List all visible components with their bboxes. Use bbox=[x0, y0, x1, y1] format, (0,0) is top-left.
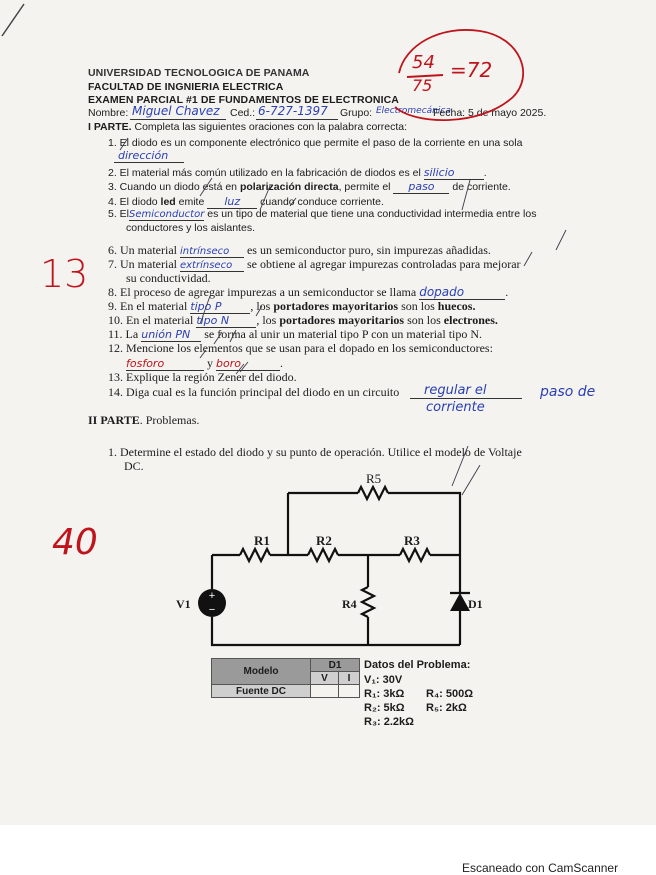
q7-text-a: 7. Un material bbox=[108, 257, 177, 271]
q4-text-c: emite bbox=[178, 196, 205, 208]
group-value: Electromecánica bbox=[376, 106, 451, 116]
q9-answer: tipo P bbox=[190, 300, 250, 314]
problem-data-r1: R₁: 3kΩ bbox=[364, 688, 405, 700]
label-d1: D1 bbox=[468, 597, 483, 611]
q7-answer: extrínseco bbox=[180, 260, 244, 272]
exam-title: EXAMEN PARCIAL #1 DE FUNDAMENTOS DE ELECTRONICA bbox=[88, 94, 399, 106]
q4-text-a: 4. El diodo bbox=[108, 196, 158, 208]
table-cell-v bbox=[311, 685, 339, 698]
q9-text-a: 9. En el material bbox=[108, 299, 188, 313]
d1-diode-icon bbox=[450, 593, 470, 611]
q11-text-a: 11. La bbox=[108, 327, 139, 341]
part2-title: II PARTE bbox=[88, 413, 140, 427]
label-r1: R1 bbox=[254, 533, 270, 548]
q7-text-c: su conductividad. bbox=[126, 271, 211, 285]
problem-data-title: Datos del Problema: bbox=[364, 659, 471, 671]
q7-text-b: se obtiene al agregar impurezas controladas para mejorar bbox=[246, 257, 521, 271]
table-header-v: V bbox=[311, 672, 339, 685]
group-label: Grupo: bbox=[340, 107, 373, 119]
q4-text-d: cuando conduce corriente. bbox=[260, 196, 384, 208]
q1-text: 1. El diodo es un componente electrónico que permite el paso de la corriente en una sola bbox=[108, 137, 523, 149]
p2-q1-text: 1. Determine el estado del diodo y su punto de operación. Utilice el modelo de Voltaje bbox=[108, 445, 522, 459]
problem-data-r5: R₅: 2kΩ bbox=[426, 702, 467, 714]
grade-result: =72 bbox=[450, 58, 493, 82]
q5-text-c: conductores y los aislantes. bbox=[126, 222, 255, 234]
q6-text-a: 6. Un material bbox=[108, 243, 177, 257]
svg-text:−: − bbox=[208, 604, 216, 616]
q14-answer-b: paso de bbox=[540, 384, 596, 400]
q3-text-b: polarización directa bbox=[239, 181, 339, 193]
q12-answer-b: boro bbox=[216, 357, 280, 371]
q8-text: 8. El proceso de agregar impurezas a un semiconductor se llama bbox=[108, 285, 417, 299]
q14-answer-c: corriente bbox=[426, 400, 485, 415]
q6-answer: intrínseco bbox=[180, 246, 244, 258]
part2-title-rest: . Problemas. bbox=[139, 413, 200, 427]
q4-answer: luz bbox=[207, 195, 257, 209]
q6-text-b: es un semiconductor puro, sin impurezas añadidas. bbox=[246, 243, 491, 257]
label-r5: R5 bbox=[366, 471, 382, 486]
university-title: UNIVERSIDAD TECNOLOGICA DE PANAMA bbox=[88, 67, 310, 79]
q5-text-b: es un tipo de material que tiene una conductividad intermedia entre los bbox=[207, 208, 537, 220]
q12-answer-a: fosforo bbox=[126, 357, 204, 371]
q14-text: 14. Diga cual es la función principal del diodo en un circuito bbox=[108, 385, 400, 399]
problem-data-r4: R₄: 500Ω bbox=[426, 688, 474, 700]
scanner-footer: Escaneado con CamScanner bbox=[462, 861, 619, 875]
q5-answer: Semiconductor bbox=[129, 209, 205, 220]
part2-score: 40 bbox=[52, 522, 98, 563]
p2-q1-text-b: DC. bbox=[124, 459, 144, 473]
q2-text: 2. El material más común utilizado en la fabricación de diodos es el bbox=[108, 167, 421, 179]
q11-text-b: se forma al unir un material tipo P con un material tipo N. bbox=[204, 327, 483, 341]
q3-text-a: 3. Cuando un diodo está en bbox=[108, 181, 238, 193]
label-r2: R2 bbox=[316, 533, 332, 548]
name-value: Miguel Chavez bbox=[132, 104, 220, 118]
label-r3: R3 bbox=[404, 533, 420, 548]
table-header-i: I bbox=[338, 672, 359, 685]
label-v1: V1 bbox=[176, 597, 191, 611]
problem-data-r2: R₂: 5kΩ bbox=[364, 702, 405, 714]
q11-answer: unión PN bbox=[141, 328, 201, 342]
q12-text: 12. Mencione los elementos que se usan para el dopado en los semiconductores: bbox=[108, 341, 493, 355]
q1-answer: dirección bbox=[118, 149, 169, 162]
q9-text-b: , los bbox=[250, 299, 271, 313]
q3-answer: paso bbox=[393, 180, 449, 194]
table-header-model: Modelo bbox=[212, 659, 311, 685]
name-label: Nombre: bbox=[88, 107, 129, 119]
q3-text-c: , permite el bbox=[338, 181, 391, 193]
q10-text-b: , los bbox=[256, 313, 277, 327]
q8-answer: dopado bbox=[419, 285, 505, 300]
faculty-title: FACULTAD DE INGNIERIA ELECTRICA bbox=[88, 81, 284, 93]
label-r4: R4 bbox=[342, 597, 357, 611]
part1-instruction: Completa las siguientes oraciones con la palabra correcta: bbox=[134, 121, 408, 133]
problem-data-v1: V₁: 30V bbox=[364, 674, 403, 686]
q5-text-a: 5. El bbox=[108, 208, 130, 220]
q14-answer-a: regular el bbox=[424, 383, 487, 398]
q10-text-c: portadores mayoritarios bbox=[279, 313, 405, 327]
q9-text-d: son los bbox=[401, 299, 435, 313]
part1-score: 13 bbox=[40, 252, 89, 296]
q10-text-e: electrones. bbox=[443, 313, 498, 327]
table-header-d1: D1 bbox=[311, 659, 360, 672]
part1-title: I PARTE. bbox=[88, 121, 132, 133]
ced-label: Ced.: bbox=[230, 107, 256, 119]
date-label: Fecha: 5 de mayo 2025. bbox=[433, 107, 547, 119]
table-cell-i bbox=[338, 685, 359, 698]
q9-text-c: portadores mayoritarios bbox=[273, 299, 399, 313]
q13-text: 13. Explique la región Zener del diodo. bbox=[108, 370, 297, 384]
ced-value: 6-727-1397 bbox=[258, 104, 328, 118]
q12-and: y bbox=[207, 356, 213, 370]
q9-text-e: huecos. bbox=[437, 299, 476, 313]
q10-answer: tipo N bbox=[196, 314, 256, 328]
results-table bbox=[211, 658, 360, 698]
problem-data-r3: R₃: 2.2kΩ bbox=[364, 716, 414, 728]
circuit-diagram bbox=[170, 465, 500, 655]
svg-text:+: + bbox=[208, 590, 216, 602]
q4-text-b: led bbox=[160, 196, 176, 208]
grade-numerator: 54 bbox=[412, 52, 435, 73]
q2-answer: silicio bbox=[424, 166, 484, 180]
q10-text-a: 10. En el material bbox=[108, 313, 194, 327]
q10-text-d: son los bbox=[407, 313, 441, 327]
q3-text-d: de corriente. bbox=[452, 181, 511, 193]
table-row-label: Fuente DC bbox=[212, 685, 311, 698]
grade-denominator: 75 bbox=[412, 76, 433, 95]
